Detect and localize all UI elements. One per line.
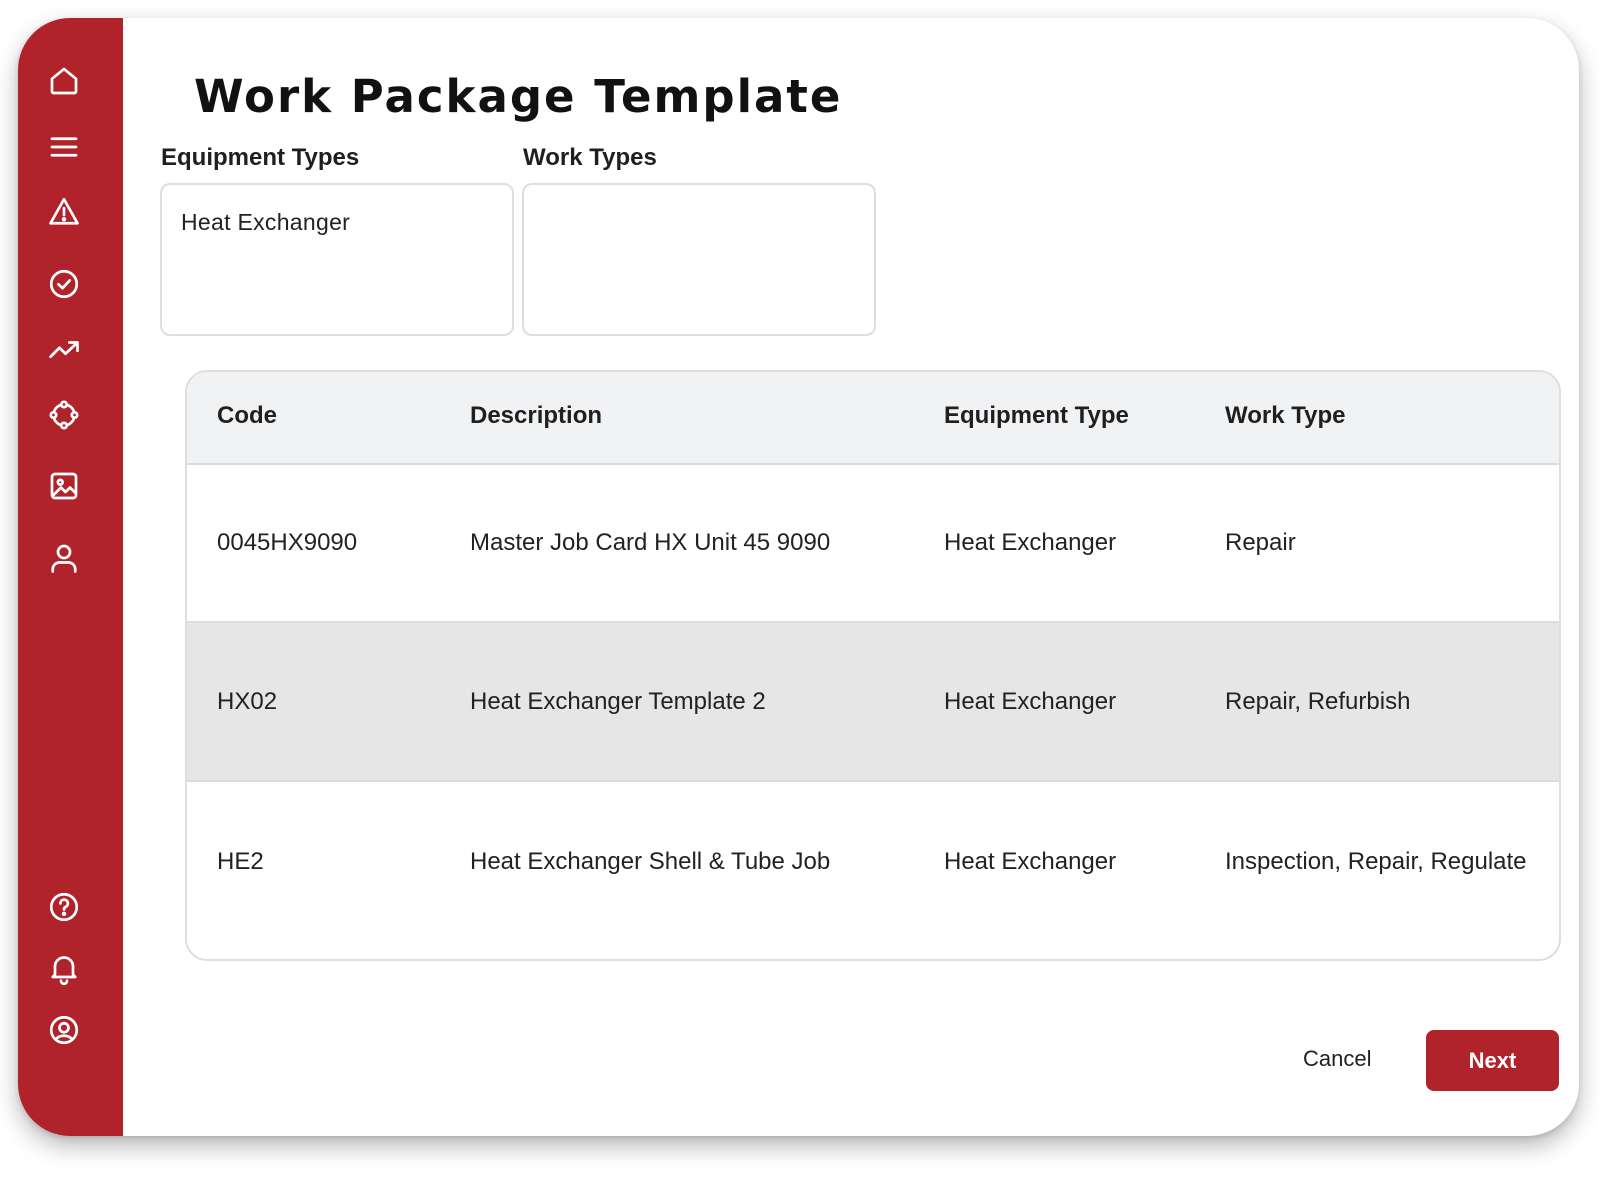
next-button[interactable]: Next — [1426, 1030, 1559, 1091]
cell-code: HX02 — [217, 688, 278, 715]
cell-equipment-type: Heat Exchanger — [944, 688, 1117, 715]
equipment-types-label: Equipment Types — [161, 144, 360, 171]
column-header-description[interactable]: Description — [470, 402, 603, 429]
column-header-code[interactable]: Code — [217, 402, 277, 429]
table-row[interactable] — [187, 465, 1559, 623]
cell-equipment-type: Heat Exchanger — [944, 529, 1117, 556]
cell-work-type: Repair, Refurbish — [1225, 688, 1411, 715]
cell-work-type: Repair — [1225, 529, 1296, 556]
help-icon[interactable] — [46, 889, 82, 925]
image-icon[interactable] — [46, 468, 82, 504]
check-circle-icon[interactable] — [46, 266, 82, 302]
main-content — [123, 18, 1579, 1136]
app-window — [18, 18, 1579, 1136]
user-icon[interactable] — [46, 540, 82, 576]
work-types-field[interactable] — [522, 183, 876, 336]
account-circle-icon[interactable] — [46, 1012, 82, 1048]
column-header-equipment-type[interactable]: Equipment Type — [944, 402, 1129, 429]
work-types-label: Work Types — [523, 144, 657, 171]
cell-code: 0045HX9090 — [217, 529, 358, 556]
templates-table — [185, 370, 1561, 961]
cell-work-type: Inspection, Repair, Regulate — [1225, 848, 1527, 875]
sidebar — [18, 18, 123, 1136]
menu-icon[interactable] — [46, 129, 82, 165]
trending-up-icon[interactable] — [46, 332, 82, 368]
cell-equipment-type: Heat Exchanger — [944, 848, 1117, 875]
equipment-types-value: Heat Exchanger — [181, 209, 351, 235]
table-row-selected[interactable] — [187, 623, 1559, 782]
page-title: Work Package Template — [194, 70, 843, 123]
home-icon[interactable] — [46, 63, 82, 99]
bell-icon[interactable] — [46, 950, 82, 986]
cell-description: Heat Exchanger Shell & Tube Job — [470, 848, 831, 875]
cell-description: Master Job Card HX Unit 45 9090 — [470, 529, 831, 556]
cancel-button[interactable]: Cancel — [1303, 1046, 1372, 1071]
cell-code: HE2 — [217, 848, 264, 875]
column-header-work-type[interactable]: Work Type — [1225, 402, 1346, 429]
warning-icon[interactable] — [46, 194, 82, 230]
cell-description: Heat Exchanger Template 2 — [470, 688, 766, 715]
equipment-types-field[interactable] — [160, 183, 514, 336]
table-header — [187, 372, 1559, 465]
network-icon[interactable] — [46, 397, 82, 433]
table-row[interactable] — [187, 782, 1559, 940]
